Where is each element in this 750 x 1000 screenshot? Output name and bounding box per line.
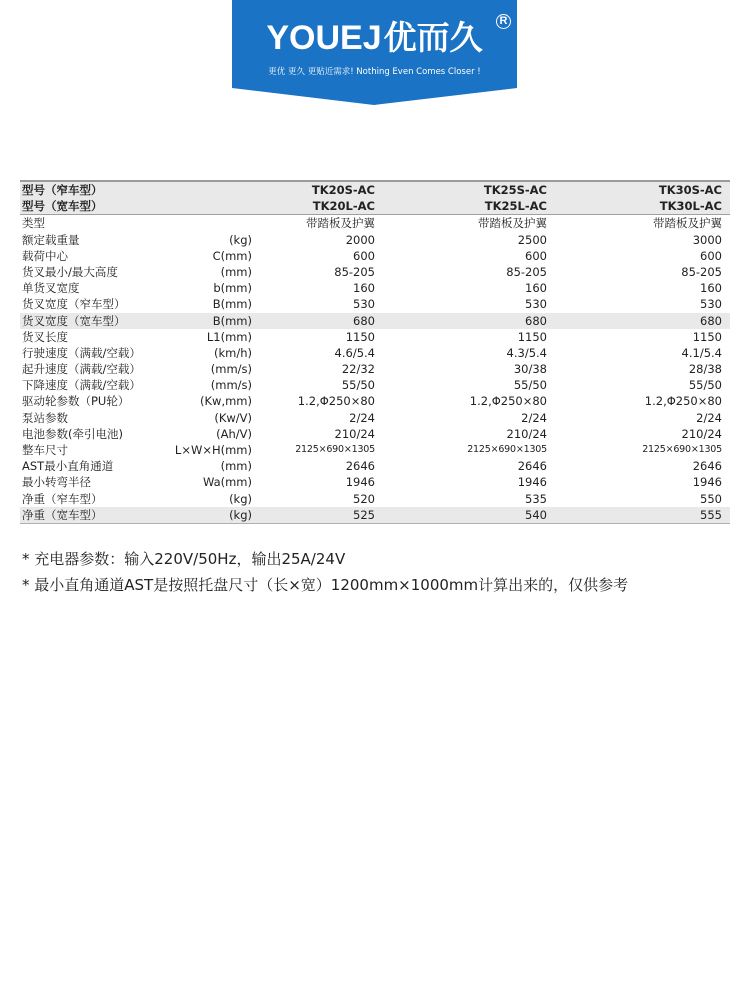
row-unit: (kg)	[229, 232, 252, 247]
row-value: 2/24	[349, 410, 375, 425]
row-value: 160	[525, 281, 547, 296]
brand-slogan: 更优 更久 更贴近需求! Nothing Even Comes Closer !	[268, 67, 481, 77]
row-value: 680	[700, 313, 722, 328]
row-value: 22/32	[341, 362, 375, 377]
row-value: 530	[353, 297, 375, 312]
row-label: AST最小直角通道	[22, 459, 114, 474]
table-row	[20, 426, 730, 442]
row-value: 210/24	[334, 426, 375, 441]
row-value: 530	[525, 297, 547, 312]
brand-name-en: YOUEJ	[266, 19, 382, 57]
table-row	[20, 264, 730, 280]
table-row	[20, 280, 730, 296]
row-unit: (kg)	[229, 507, 252, 522]
table-row	[20, 232, 730, 248]
header-row-narrow	[20, 180, 730, 198]
row-unit: (mm/s)	[210, 362, 252, 377]
logo-wordmark	[232, 12, 517, 59]
table-row	[20, 507, 730, 523]
row-unit: L1(mm)	[206, 329, 252, 344]
row-unit: B(mm)	[212, 297, 252, 312]
row-unit: L×W×H(mm)	[174, 443, 252, 457]
row-label: 泵站参数	[22, 410, 68, 425]
row-value: 85-205	[681, 264, 722, 279]
table-bottom-rule	[20, 523, 730, 524]
table-row	[20, 377, 730, 393]
row-value: 带踏板及护翼	[478, 216, 547, 231]
row-label: 类型	[22, 216, 45, 231]
table-row	[20, 329, 730, 345]
row-value: 2125×690×1305	[295, 444, 375, 455]
row-value: 1946	[692, 475, 722, 490]
row-label: 货叉宽度（窄车型）	[22, 297, 126, 312]
footnote-ast: * 最小直角通道AST是按照托盘尺寸（长×宽）1200mm×1000mm计算出来的，仅供参考	[22, 576, 629, 594]
row-value: 28/38	[688, 362, 722, 377]
row-label: 驱动轮参数（PU轮）	[22, 394, 130, 409]
row-label: 整车尺寸	[22, 443, 68, 457]
row-value: 160	[353, 281, 375, 296]
footnotes	[22, 546, 732, 598]
row-value: 3000	[692, 232, 722, 247]
table-row	[20, 345, 730, 361]
header-model: TK20S-AC	[311, 183, 375, 197]
header-label: 型号（宽车型）	[22, 199, 103, 214]
row-value: 85-205	[506, 264, 547, 279]
header-model: TK30L-AC	[659, 199, 722, 214]
row-label: 货叉宽度（宽车型）	[22, 313, 126, 328]
row-value: 1.2,Φ250×80	[644, 394, 722, 409]
table-row	[20, 248, 730, 264]
row-label: 行驶速度（满载/空载）	[22, 345, 141, 360]
row-value: 4.6/5.4	[334, 345, 375, 360]
brand-name-cn: 优而久	[383, 18, 483, 57]
row-value: 1.2,Φ250×80	[469, 394, 547, 409]
spec-table	[20, 180, 730, 524]
header-model: TK30S-AC	[658, 183, 722, 197]
row-value: 1946	[345, 475, 375, 490]
row-label: 最小转弯半径	[22, 475, 91, 490]
row-value: 4.1/5.4	[681, 345, 722, 360]
row-value: 530	[700, 297, 722, 312]
table-row	[20, 393, 730, 409]
row-value: 2646	[345, 459, 375, 474]
table-row	[20, 313, 730, 329]
row-label: 额定载重量	[22, 232, 80, 247]
table-row	[20, 458, 730, 474]
header-row-wide	[20, 198, 730, 215]
row-value: 2500	[517, 232, 547, 247]
row-value: 600	[700, 248, 722, 263]
row-label: 电池参数(牵引电池)	[22, 426, 123, 441]
row-value: 1.2,Φ250×80	[297, 394, 375, 409]
row-value: 2125×690×1305	[642, 444, 722, 455]
row-value: 600	[353, 248, 375, 263]
brand-logo	[232, 0, 517, 105]
row-value: 1150	[692, 329, 722, 344]
row-unit: (Ah/V)	[216, 426, 252, 441]
row-label: 净重（宽车型）	[22, 507, 103, 522]
row-value: 160	[700, 281, 722, 296]
row-value: 2125×690×1305	[467, 444, 547, 455]
row-value: 55/50	[513, 378, 547, 393]
row-value: 540	[525, 507, 547, 522]
header-label: 型号（窄车型）	[22, 183, 103, 197]
row-value: 2646	[517, 459, 547, 474]
row-unit: b(mm)	[213, 281, 252, 296]
row-label: 起升速度（满载/空载）	[22, 362, 141, 377]
row-value: 210/24	[681, 426, 722, 441]
row-unit: Wa(mm)	[202, 475, 252, 490]
row-value: 550	[700, 491, 722, 506]
table-row	[20, 215, 730, 231]
table-row	[20, 491, 730, 507]
row-value: 30/38	[513, 362, 547, 377]
row-value: 525	[353, 507, 375, 522]
row-label: 净重（窄车型）	[22, 491, 103, 506]
header-model: TK25S-AC	[483, 183, 547, 197]
row-unit: B(mm)	[212, 313, 252, 328]
table-row	[20, 442, 730, 458]
row-label: 单货叉宽度	[22, 281, 80, 296]
row-value: 1150	[517, 329, 547, 344]
row-value: 535	[525, 491, 547, 506]
row-unit: (kg)	[229, 491, 252, 506]
row-label: 货叉最小/最大高度	[22, 264, 118, 279]
row-unit: (mm/s)	[210, 378, 252, 393]
row-value: 55/50	[688, 378, 722, 393]
row-value: 680	[525, 313, 547, 328]
row-value: 4.3/5.4	[506, 345, 547, 360]
table-row	[20, 410, 730, 426]
registered-mark: R	[496, 14, 511, 29]
row-value: 520	[353, 491, 375, 506]
row-value: 680	[353, 313, 375, 328]
row-value: 2/24	[696, 410, 722, 425]
footnote-charger: * 充电器参数：输入220V/50Hz，输出25A/24V	[22, 550, 346, 568]
row-value: 带踏板及护翼	[306, 216, 375, 231]
row-label: 货叉长度	[22, 329, 68, 344]
table-row	[20, 474, 730, 490]
row-value: 1150	[345, 329, 375, 344]
table-row	[20, 361, 730, 377]
table-row	[20, 296, 730, 312]
row-value: 55/50	[341, 378, 375, 393]
row-value: 1946	[517, 475, 547, 490]
row-value: 2/24	[521, 410, 547, 425]
row-unit: (mm)	[220, 459, 252, 474]
row-value: 85-205	[334, 264, 375, 279]
row-unit: (Kw/V)	[214, 410, 252, 425]
row-unit: C(mm)	[212, 248, 252, 263]
row-label: 下降速度（满载/空载）	[22, 378, 141, 393]
row-unit: (mm)	[220, 264, 252, 279]
header-model: TK25L-AC	[484, 199, 547, 214]
row-unit: (Kw,mm)	[200, 394, 252, 409]
row-unit: (km/h)	[214, 345, 252, 360]
row-value: 2646	[692, 459, 722, 474]
row-value: 2000	[345, 232, 375, 247]
header-model: TK20L-AC	[312, 199, 375, 214]
row-label: 载荷中心	[22, 248, 68, 263]
row-value: 210/24	[506, 426, 547, 441]
row-value: 555	[700, 507, 722, 522]
row-value: 600	[525, 248, 547, 263]
row-value: 带踏板及护翼	[653, 216, 722, 231]
